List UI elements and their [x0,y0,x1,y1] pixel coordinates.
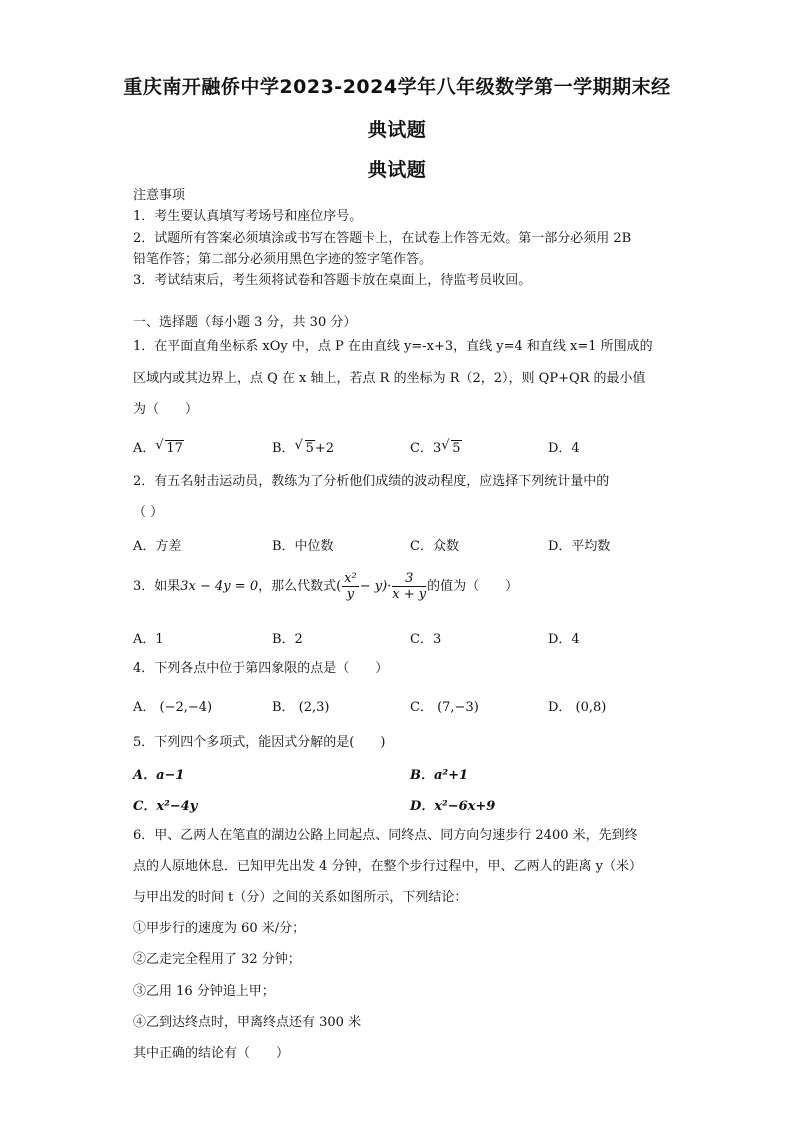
q1-line1: 1．在平面直角坐标系 xOy 中，点 P 在由直线 y=-x+3，直线 y=4 和直线 x=1 所围成的 [133,339,653,354]
q1-line2: 区域内或其边界上，点 Q 在 x 轴上，若点 R 的坐标为 R（2，2），则 QP+QR 的最小值 [133,371,646,386]
q6-conclusion-3: ③乙用 16 分钟追上甲； [133,984,275,999]
q6-line3: 与甲出发的时间 t（分）之间的关系如图所示，下列结论： [133,890,468,905]
q2-option-c[interactable]: C．众数 [410,539,459,554]
section-title: 一、选择题（每小题 3 分，共 30 分） [133,315,357,330]
q4-option-a[interactable]: A． (−2,−4) [133,700,213,715]
q1-option-d[interactable]: D．4 [548,441,580,456]
q3-fraction-2: $\frac{3}{x + y}$ [392,571,427,602]
exam-title-line1: 重庆南开融侨中学2023-2024学年八年级数学第一学期期末经 [123,76,671,98]
q6-question-tail: 其中正确的结论有（ ） [133,1046,290,1061]
q2-option-d[interactable]: D．平均数 [548,539,611,554]
q6-conclusion-1: ①甲步行的速度为 60 米/分； [133,921,306,936]
q1-option-a[interactable]: A． √ 17 [133,438,183,456]
q3-fraction-1: $\frac{\text{x²}}{y}$ [344,571,357,602]
q1-option-c[interactable]: C．3 √ 5 [410,438,461,456]
notice-item-3: 3．考试结束后，考生须将试卷和答题卡放在桌面上，待监考员收回。 [133,273,532,288]
q2-option-a[interactable]: A．方差 [133,539,182,554]
q4-option-d[interactable]: D． (0,8) [548,700,607,715]
sqrt-symbol: √ 5 [294,438,314,456]
q5-option-d[interactable]: D．x²−6x+9 [410,799,496,814]
q2-line1: 2．有五名射击运动员，教练为了分析他们成绩的波动程度，应选择下列统计量中的 [133,474,610,489]
exam-title-line3: 典试题 [367,159,427,181]
q3-option-c[interactable]: C．3 [410,632,442,647]
q5-option-a[interactable]: A．a−1 [133,768,185,783]
notice-item-1: 1．考生要认真填写考场号和座位序号。 [133,209,363,224]
q6-line1: 6．甲、乙两人在笔直的湖边公路上同起点、同终点、同方向匀速步行 2400 米，先到终 [133,828,638,843]
q5-option-b[interactable]: B．a²+1 [410,768,469,783]
q4-option-c[interactable]: C． (7,−3) [410,700,479,715]
exam-title-line2: 典试题 [367,119,427,141]
q1-line3: 为（ ） [133,402,199,417]
notice-item-2-cont: 铅笔作答；第二部分必须用黑色字迹的签字笔作答。 [133,252,433,267]
q6-conclusion-2: ②乙走完全程用了 32 分钟； [133,952,301,967]
q5-line1: 5．下列四个多项式，能因式分解的是( ) [133,735,386,750]
q4-line1: 4．下列各点中位于第四象限的点是（ ） [133,661,389,676]
q3-option-d[interactable]: D．4 [548,632,580,647]
q5-option-c[interactable]: C．x²−4y [133,799,198,814]
q2-option-b[interactable]: B．中位数 [272,539,334,554]
notice-heading: 注意事项 [133,188,186,203]
notice-item-2: 2．试题所有答案必须填涂或书写在答题卡上，在试卷上作答无效。第一部分必须用 2B [133,231,632,246]
q1-option-b[interactable]: B． √ 5+2 [272,438,335,456]
q3-stem: 3．如果3x − 4y = 0，那么代数式( $\frac{\text{x²}}{y}$ − y)· $\frac{3}{x + y}$ 的值为（ ） [133,571,519,602]
q4-option-b[interactable]: B． (2,3) [272,700,330,715]
sqrt-symbol: √ 17 [155,438,183,456]
q3-option-b[interactable]: B．2 [272,632,303,647]
sqrt-symbol: √ 5 [441,438,461,456]
q6-line2: 点的人原地休息．已知甲先出发 4 分钟，在整个步行过程中，甲、乙两人的距离 y（米） [133,859,643,874]
q6-conclusion-4: ④乙到达终点时，甲离终点还有 300 米 [133,1015,362,1030]
q2-line2: （ ） [133,505,164,520]
q3-option-a[interactable]: A．1 [133,632,164,647]
